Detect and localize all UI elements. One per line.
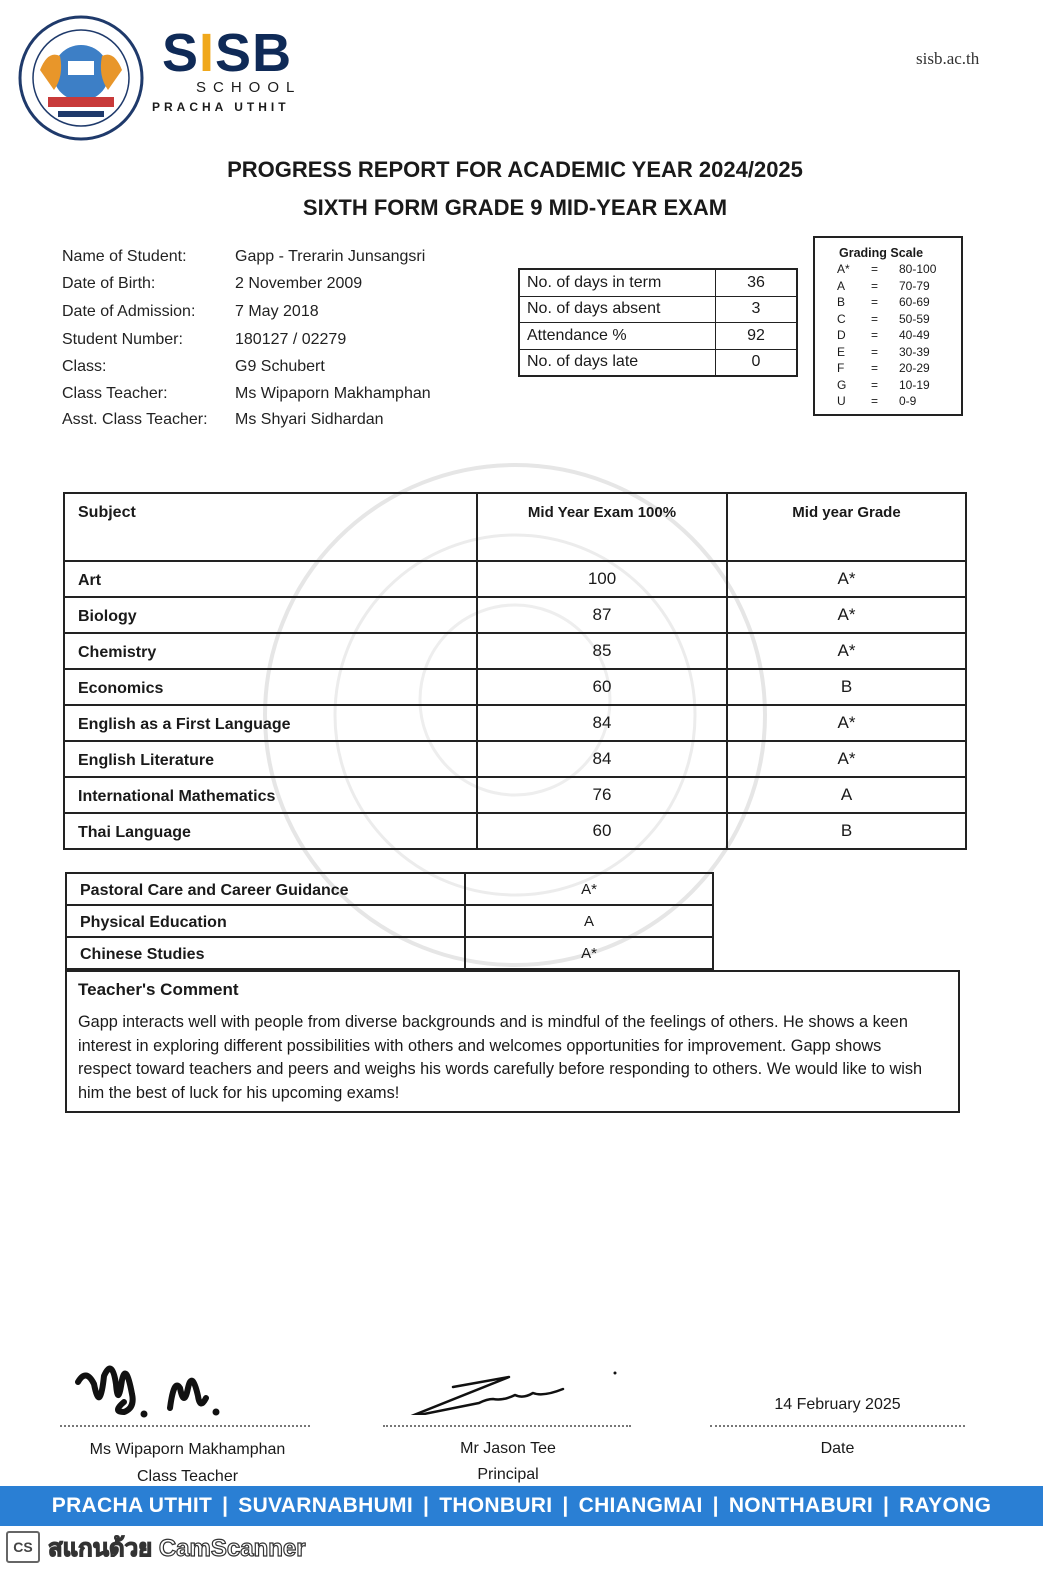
score-cell: 84	[478, 706, 728, 740]
header-grade: Mid year Grade	[792, 504, 901, 521]
grading-scale-row: D = 40-49	[837, 328, 930, 342]
separator: |	[423, 1494, 430, 1517]
subject-cell: Pastoral Care and Career Guidance	[67, 874, 466, 904]
grading-scale-row: A* = 80-100	[837, 262, 937, 276]
attendance-value: 3	[751, 300, 761, 318]
table-row	[65, 704, 965, 740]
attendance-label: No. of days in term	[520, 270, 716, 296]
grading-scale-row: B = 60-69	[837, 295, 930, 309]
info-label: Name of Student:	[62, 248, 187, 265]
grade-cell: A*	[837, 641, 856, 660]
info-value: 2 November 2009	[235, 275, 363, 292]
table-row	[65, 632, 965, 668]
grading-scale-row: F = 20-29	[837, 361, 930, 375]
subject-cell: Chinese Studies	[67, 938, 466, 968]
grade-cell: A*	[837, 713, 856, 732]
grade-cell: A	[583, 912, 594, 930]
attendance-row	[520, 297, 796, 324]
camscanner-text: สแกนด้วย CamScanner	[48, 1534, 306, 1562]
separator: |	[562, 1494, 569, 1517]
grade-cell: A*	[837, 605, 856, 624]
info-label: Class Teacher:	[62, 385, 168, 402]
campus-footer-bar	[0, 1486, 1043, 1526]
info-label: Date of Birth:	[62, 275, 156, 292]
attendance-value: 36	[747, 273, 765, 291]
table-row	[65, 668, 965, 704]
separator: |	[712, 1494, 719, 1517]
grading-scale-row: G = 10-19	[837, 378, 930, 392]
teacher-signature-icon	[70, 1362, 270, 1432]
info-value: 180127 / 02279	[235, 331, 347, 348]
attendance-row	[520, 350, 796, 376]
info-value: 7 May 2018	[235, 303, 319, 320]
student-info-row	[62, 303, 319, 321]
brand-campus-name: PRACHA UTHIT	[152, 100, 290, 114]
campus-name: RAYONG	[899, 1494, 992, 1517]
table-row	[67, 904, 712, 936]
student-info-row	[62, 275, 362, 293]
info-value: G9 Schubert	[235, 358, 325, 375]
table-row	[67, 874, 712, 904]
score-cell: 87	[478, 598, 728, 632]
student-info-row	[62, 411, 384, 429]
table-row	[65, 740, 965, 776]
table-row	[65, 812, 965, 848]
student-info-row	[62, 331, 346, 349]
campus-name: PRACHA UTHIT	[51, 1494, 213, 1517]
subject-cell: Economics	[65, 670, 478, 704]
score-cell: 85	[478, 634, 728, 668]
grading-scale-row: A = 70-79	[837, 279, 930, 293]
attendance-row	[520, 270, 796, 297]
grade-cell: A*	[581, 944, 597, 962]
brand-logotype: SISB	[162, 23, 293, 83]
grades-table	[63, 492, 967, 850]
grading-scale-row: U = 0-9	[837, 394, 917, 408]
subject-cell: Chemistry	[65, 634, 478, 668]
student-info-row	[62, 358, 325, 376]
grade-cell: A*	[837, 749, 856, 768]
camscanner-watermark	[6, 1528, 306, 1566]
grade-cell: A*	[837, 569, 856, 588]
grading-scale-title: Grading Scale	[839, 246, 924, 260]
attendance-value: 92	[747, 326, 765, 344]
camscanner-badge-icon: CS	[6, 1531, 40, 1563]
subject-cell: Biology	[65, 598, 478, 632]
header-exam-score: Mid Year Exam 100%	[478, 494, 728, 560]
teacher-comment-title: Teacher's Comment	[78, 980, 239, 999]
attendance-label: Attendance %	[520, 323, 716, 349]
header-subject: Subject	[65, 494, 478, 560]
grading-scale-row: C = 50-59	[837, 312, 930, 326]
table-header-row	[65, 494, 965, 560]
attendance-table	[518, 268, 798, 377]
campus-name: THONBURI	[439, 1494, 553, 1517]
table-row	[65, 776, 965, 812]
grade-cell: B	[840, 821, 853, 840]
separator: |	[222, 1494, 229, 1517]
signature-date-value: 14 February 2025	[774, 1396, 901, 1413]
brand-school-word: SCHOOL	[196, 79, 302, 96]
info-label: Class:	[62, 358, 107, 375]
principal-name: Mr Jason Tee	[460, 1440, 556, 1457]
info-value: Ms Wipaporn Makhamphan	[235, 385, 431, 402]
report-subtitle: SIXTH FORM GRADE 9 MID-YEAR EXAM	[302, 195, 728, 220]
separator: |	[882, 1494, 890, 1517]
teacher-signature-line	[60, 1425, 310, 1427]
info-label: Student Number:	[62, 331, 183, 348]
school-crest-icon	[18, 15, 144, 141]
principal-signature-line	[383, 1425, 631, 1427]
info-value: Gapp - Trerarin Junsangsri	[235, 248, 426, 265]
other-subjects-table	[65, 872, 714, 970]
teacher-name: Ms Wipaporn Makhamphan	[89, 1441, 286, 1458]
student-info-row	[62, 385, 431, 403]
subject-cell: English Literature	[65, 742, 478, 776]
score-cell: 60	[478, 670, 728, 704]
subject-cell: Physical Education	[67, 906, 466, 936]
report-title: PROGRESS REPORT FOR ACADEMIC YEAR 2024/2025	[227, 157, 803, 182]
date-label: Date	[820, 1440, 855, 1457]
info-label: Asst. Class Teacher:	[62, 411, 208, 428]
score-cell: 60	[478, 814, 728, 848]
grade-cell: A	[840, 785, 853, 804]
campus-name: CHIANGMAI	[578, 1494, 703, 1517]
score-cell: 100	[478, 562, 728, 596]
subject-cell: International Mathematics	[65, 778, 478, 812]
grade-cell: B	[840, 677, 853, 696]
attendance-row	[520, 323, 796, 350]
principal-role: Principal	[477, 1466, 539, 1483]
attendance-label: No. of days absent	[520, 297, 716, 323]
grading-scale	[813, 236, 963, 416]
website-url[interactable]: sisb.ac.th	[916, 49, 980, 68]
date-signature-line	[710, 1425, 965, 1427]
info-label: Date of Admission:	[62, 303, 196, 320]
table-row	[65, 596, 965, 632]
teacher-comment-box	[65, 970, 960, 1113]
teacher-role: Class Teacher	[136, 1468, 239, 1485]
attendance-value: 0	[751, 353, 761, 371]
subject-cell: Art	[65, 562, 478, 596]
teacher-comment-body: Gapp interacts well with people from diverse backgrounds and is mindful of the feelings of others. He shows a keen interest in exploring different possibilities with others and welcomes opportunities for improvement. Gapp shows respect toward teachers and peers and weighs his words carefully before responding to others. We would like to wish him the best of luck for his upcoming exams!	[78, 1013, 923, 1102]
attendance-label: No. of days late	[520, 350, 716, 376]
campus-name: SUVARNABHUMI	[238, 1494, 413, 1517]
table-row	[67, 936, 712, 968]
campus-name: NONTHABURI	[728, 1494, 873, 1517]
info-value: Ms Shyari Sidhardan	[235, 411, 384, 428]
table-row	[65, 560, 965, 596]
principal-signature-icon	[395, 1365, 625, 1415]
grading-scale-row: E = 30-39	[837, 345, 930, 359]
student-info-row	[62, 248, 425, 266]
score-cell: 84	[478, 742, 728, 776]
grade-cell: A*	[581, 880, 597, 898]
subject-cell: English as a First Language	[65, 706, 478, 740]
subject-cell: Thai Language	[65, 814, 478, 848]
score-cell: 76	[478, 778, 728, 812]
